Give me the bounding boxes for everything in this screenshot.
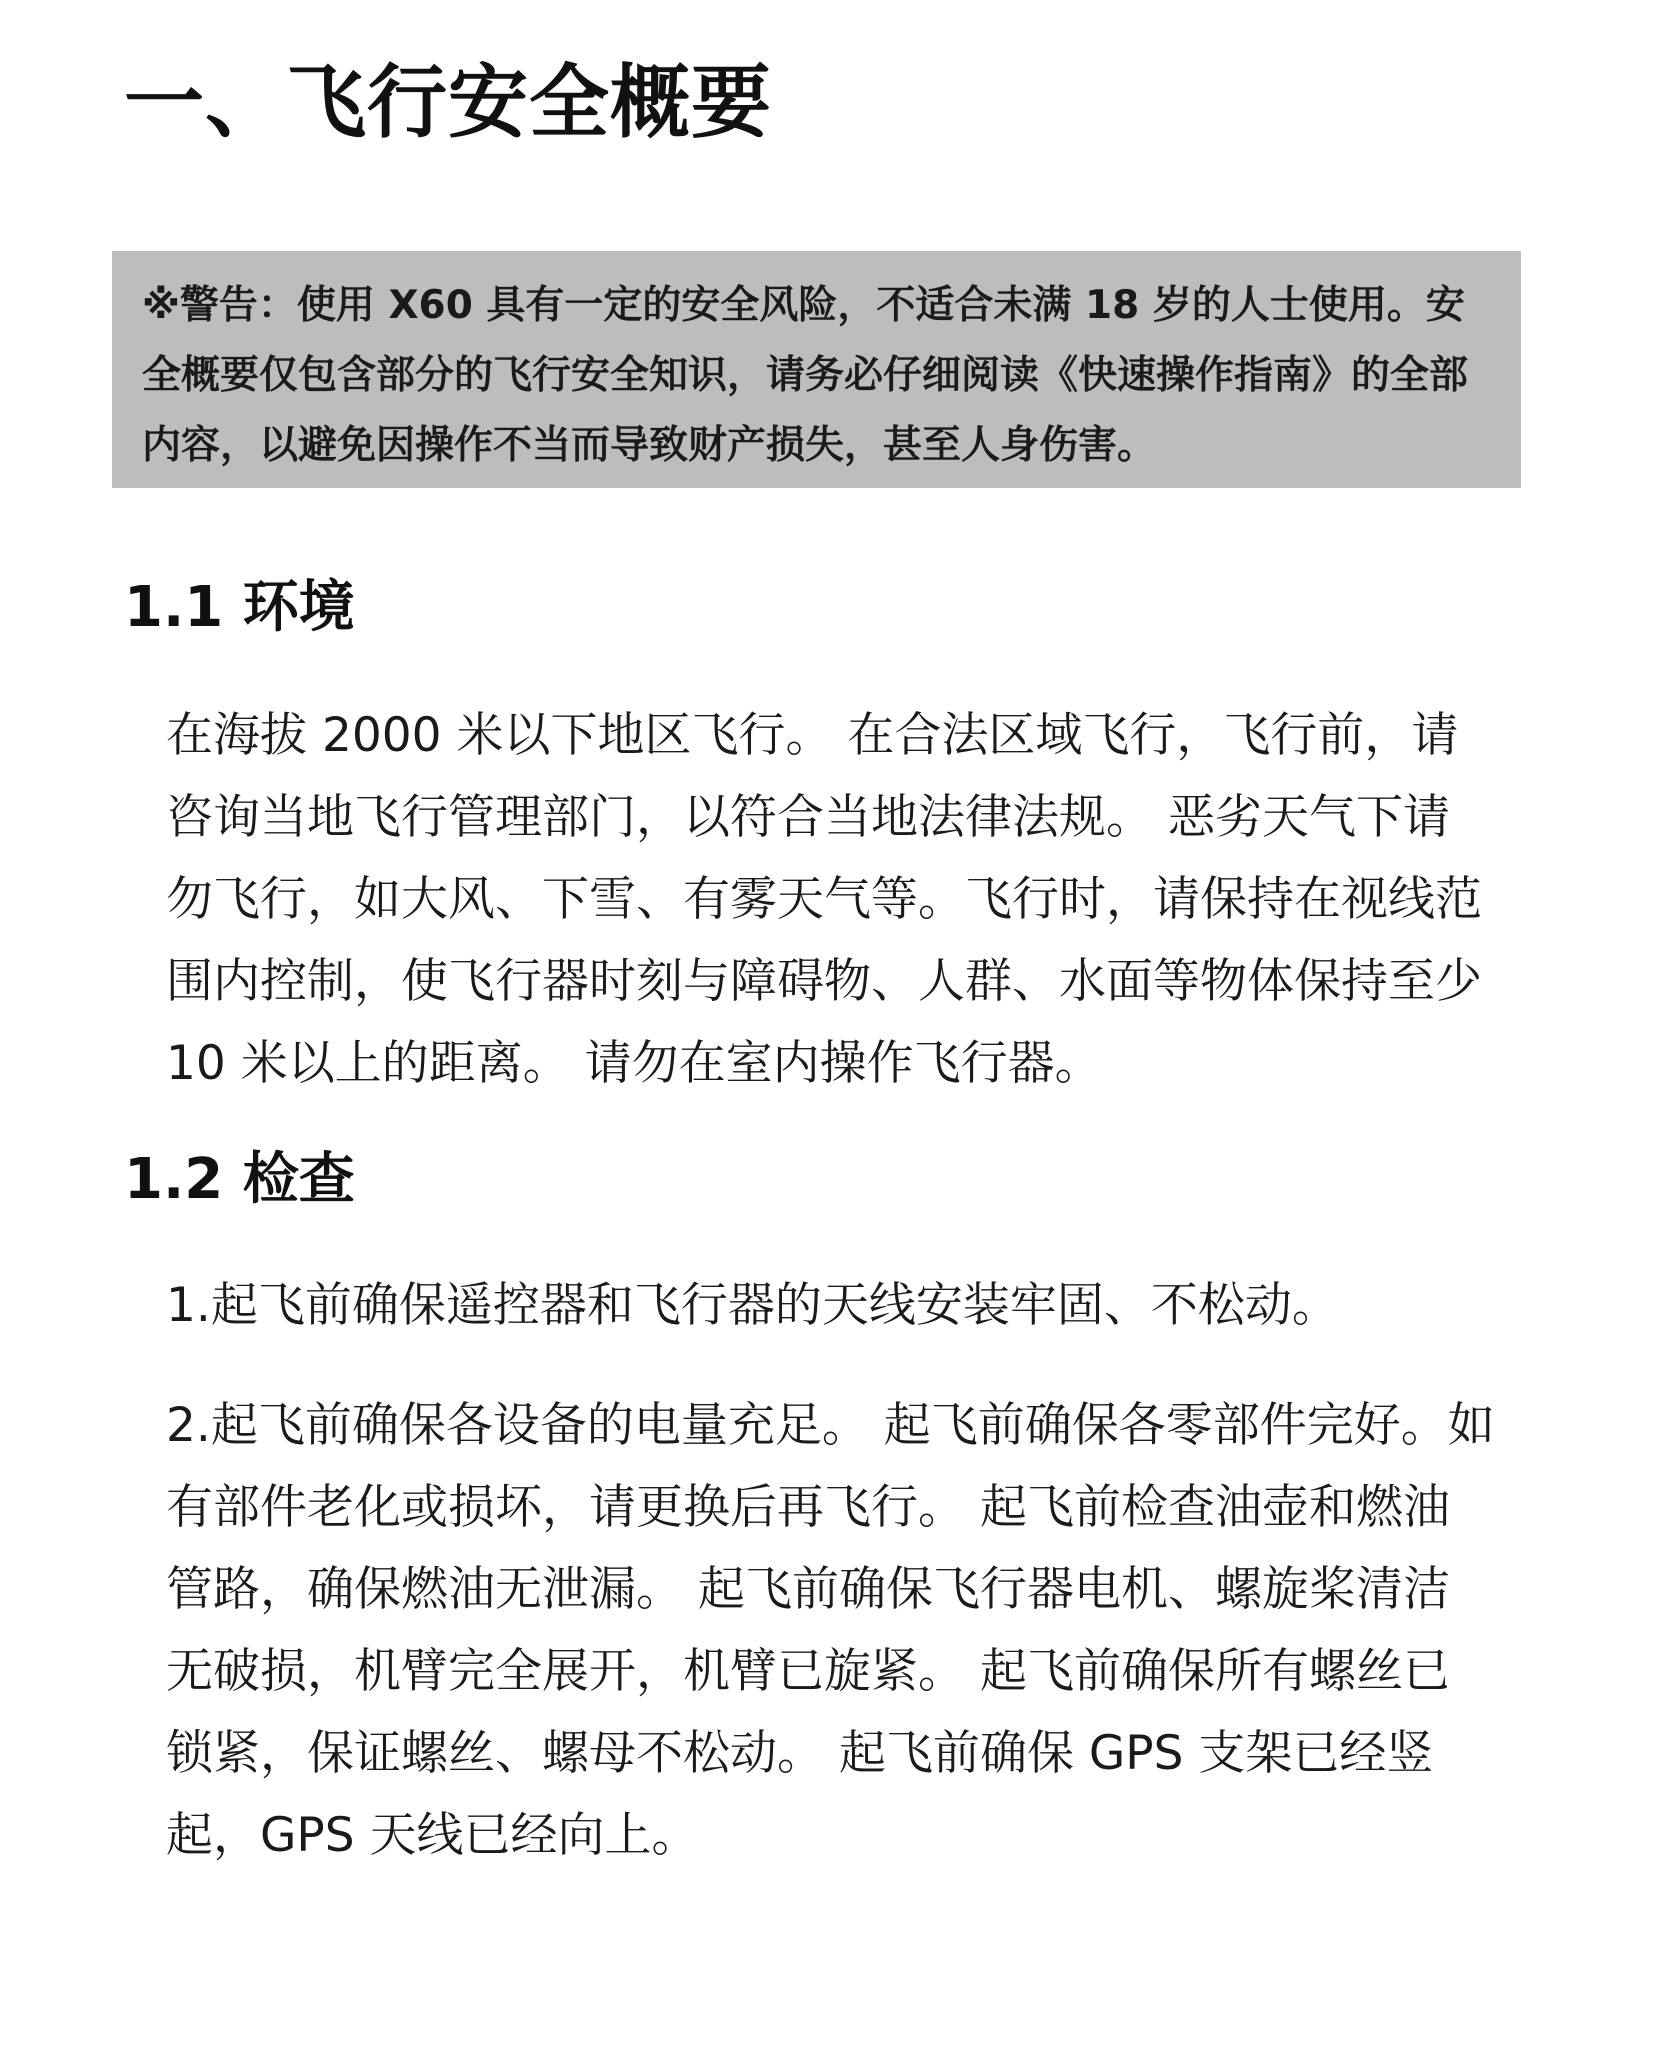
warning-box bbox=[112, 251, 1521, 488]
warning-text: ※警告：使用 X60 具有一定的安全风险，不适合未满 18 岁的人士使用。安全概要仅包含部分的飞行安全知识，请务必仔细阅读《快速操作指南》的全部内容，以避免因操作不当而导致财产损失，甚至人身伤害。 bbox=[142, 283, 1469, 468]
chapter-title: 一、飞行安全概要 bbox=[124, 56, 772, 149]
section-heading-environment: 1.1 环境 bbox=[124, 575, 355, 640]
section-heading-inspection: 1.2 检查 bbox=[124, 1147, 355, 1212]
environment-paragraph: 在海拔 2000 米以下地区飞行。 在合法区域飞行，飞行前，请咨询当地飞行管理部门，以符合当地法律法规。 恶劣天气下请勿飞行，如大风、下雪、有雾天气等。飞行时，请保持在视线范围内控制，使飞行器时刻与障碍物、人群、水面等物体保持至少 10 米以上的距离。 请勿在室内操作飞行器。 bbox=[166, 708, 1482, 1091]
inspection-item-2: 2.起飞前确保各设备的电量充足。 起飞前确保各零部件完好。如有部件老化或损坏，请更换后再飞行。 起飞前检查油壶和燃油管路，确保燃油无泄漏。 起飞前确保飞行器电机、螺旋桨清洁无破损，机臂完全展开，机臂已旋紧。 起飞前确保所有螺丝已锁紧，保证螺丝、螺母不松动。 起飞前确保 GPS 支架已经竖起，GPS 天线已经向上。 bbox=[166, 1398, 1495, 1863]
inspection-item-1: 1.起飞前确保遥控器和飞行器的天线安装牢固、不松动。 bbox=[166, 1278, 1339, 1333]
